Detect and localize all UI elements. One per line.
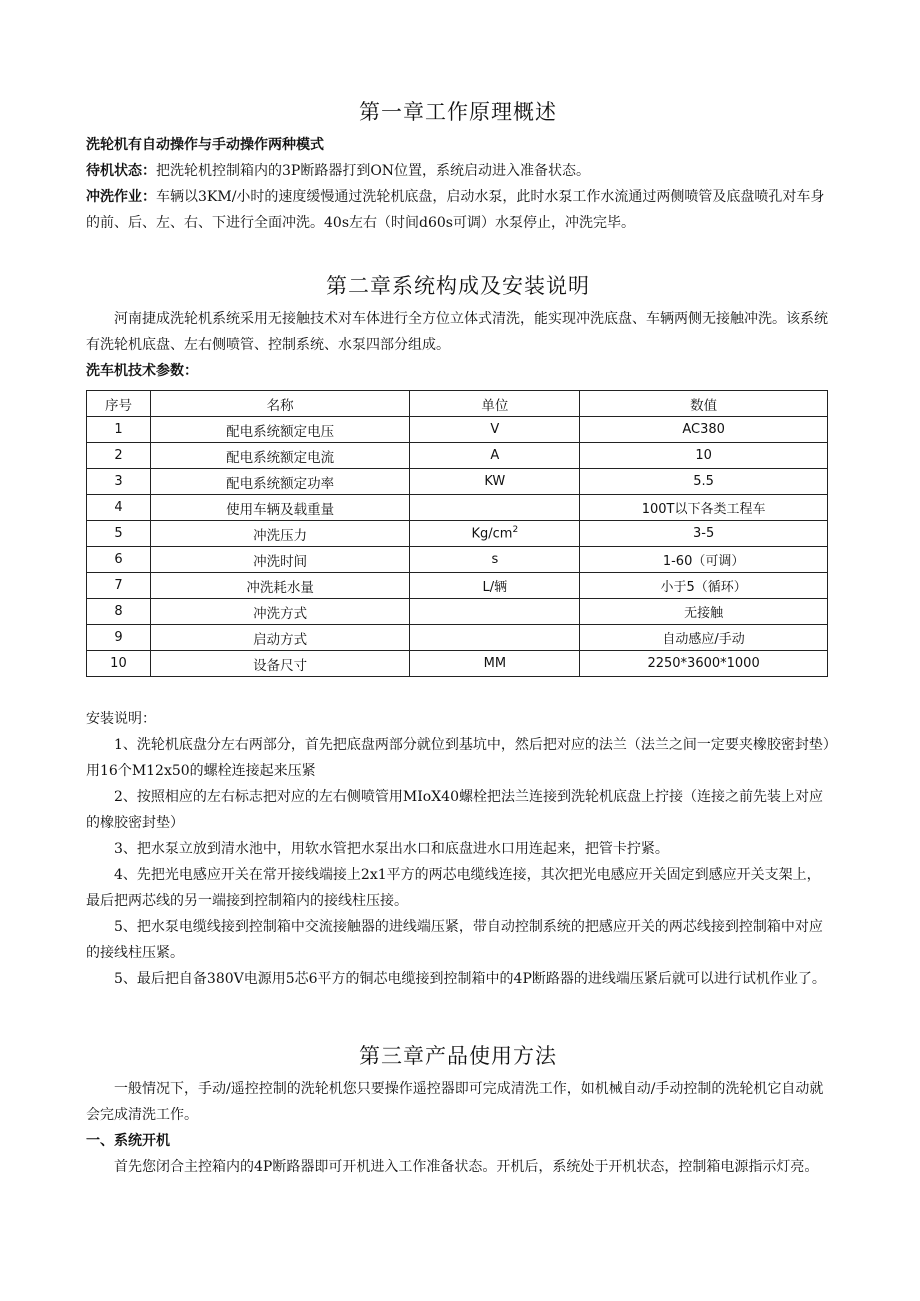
cell-value: 自动感应/手动: [580, 625, 828, 651]
cell-index: 5: [87, 521, 151, 547]
cell-value: 10: [580, 443, 828, 469]
table-row: [87, 495, 828, 521]
cell-unit: [410, 521, 580, 547]
install-step: 5、把水泵电缆线接到控制箱中交流接触器的进线端压紧，带自动控制系统的把感应开关的两芯线接到控制箱中对应的接线柱压紧。: [86, 919, 823, 961]
cell-name: 配电系统额定电压: [150, 417, 410, 443]
table-row: [87, 599, 828, 625]
table-row: [87, 469, 828, 495]
install-step: 1、洗轮机底盘分左右两部分，首先把底盘两部分就位到基坑中，然后把对应的法兰（法兰之间一定要夹橡胶密封垫）用16个M12x50的螺栓连接起来压紧: [86, 737, 830, 779]
wash-label: 冲洗作业：: [86, 189, 156, 205]
cell-index: 6: [87, 547, 151, 573]
header-cell: 名称: [150, 391, 410, 417]
modes-line: 洗轮机有自动操作与手动操作两种模式: [86, 137, 324, 153]
section1-text: 首先您闭合主控箱内的4P断路器即可开机进入工作准备状态。开机后，系统处于开机状态，控制箱电源指示灯亮。: [114, 1159, 819, 1175]
cell-index: 2: [87, 443, 151, 469]
chapter3-title: 第三章产品使用方法: [359, 1044, 557, 1068]
cell-unit: V: [410, 417, 580, 443]
cell-name: 冲洗压力: [150, 521, 410, 547]
wash-text: 车辆以3KM/小时的速度缓慢通过洗轮机底盘，启动水泵，此时水泵工作水流通过两侧喷管及底盘喷孔对车身的前、后、左、右、下进行全面冲洗。40s左右（时间d60s可调）水泵停止，冲洗完毕。: [86, 189, 825, 231]
cell-name: 启动方式: [150, 625, 410, 651]
cell-index: 3: [87, 469, 151, 495]
chapter2-intro-block: [86, 306, 830, 384]
cell-unit-text: Kg/cm: [471, 526, 513, 542]
params-label: 洗车机技术参数：: [86, 363, 198, 379]
cell-value: 1-60（可调）: [580, 547, 828, 573]
table-row: [87, 625, 828, 651]
table-row: [87, 573, 828, 599]
cell-value: 2250*3600*1000: [580, 651, 828, 677]
table-row: [87, 547, 828, 573]
chapter1-title: 第一章工作原理概述: [359, 100, 557, 124]
cell-unit: [410, 495, 580, 521]
standby-label: 待机状态：: [86, 163, 156, 179]
cell-value: AC380: [580, 417, 828, 443]
cell-name: 使用车辆及载重量: [150, 495, 410, 521]
cell-index: 4: [87, 495, 151, 521]
cell-value: 3-5: [580, 521, 828, 547]
header-cell: 数值: [580, 391, 828, 417]
params-table-wrap: [86, 390, 830, 677]
cell-value: 5.5: [580, 469, 828, 495]
cell-index: 7: [87, 573, 151, 599]
cell-index: 8: [87, 599, 151, 625]
header-cell: 序号: [87, 391, 151, 417]
cell-unit: [410, 599, 580, 625]
cell-unit: L/辆: [410, 573, 580, 599]
superscript-two: 2: [512, 525, 519, 536]
cell-name: 配电系统额定功率: [150, 469, 410, 495]
chapter1-body: [86, 132, 830, 236]
params-table: [86, 390, 828, 677]
table-row: [87, 521, 828, 547]
cell-index: 10: [87, 651, 151, 677]
chapter3-intro: 一般情况下，手动/遥控控制的洗轮机您只要操作遥控器即可完成清洗工作，如机械自动/手动控制的洗轮机它自动就会完成清洗工作。: [86, 1081, 824, 1123]
cell-name: 冲洗时间: [150, 547, 410, 573]
cell-unit: A: [410, 443, 580, 469]
chapter2-intro: 河南捷成洗轮机系统采用无接触技术对车体进行全方位立体式清洗，能实现冲洗底盘、车辆两侧无接触冲洗。该系统有洗轮机底盘、左右侧喷管、控制系统、水泵四部分组成。: [86, 311, 828, 353]
cell-name: 冲洗方式: [150, 599, 410, 625]
cell-value: 100T以下各类工程车: [580, 495, 828, 521]
cell-value: 无接触: [580, 599, 828, 625]
section1-title: 一、系统开机: [86, 1133, 170, 1149]
wash-para: [86, 184, 830, 236]
install-step: 5、最后把自备380V电源用5芯6平方的铜芯电缆接到控制箱中的4P断路器的进线端压紧后就可以进行试机作业了。: [114, 971, 826, 987]
install-step: 2、按照相应的左右标志把对应的左右侧喷管用MIoX40螺栓把法兰连接到洗轮机底盘上拧接（连接之前先装上对应的橡胶密封垫）: [86, 789, 823, 831]
standby-para: [86, 158, 830, 184]
table-row: [87, 443, 828, 469]
install-label: 安装说明：: [86, 711, 156, 727]
table-row: [87, 651, 828, 677]
cell-index: 1: [87, 417, 151, 443]
table-row: [87, 417, 828, 443]
cell-value: 小于5（循环）: [580, 573, 828, 599]
cell-name: 配电系统额定电流: [150, 443, 410, 469]
install-block: [86, 706, 830, 992]
install-step: 3、把水泵立放到清水池中，用软水管把水泵出水口和底盘进水口用连起来，把管卡拧紧。: [114, 841, 669, 857]
header-cell: 单位: [410, 391, 580, 417]
cell-unit: [410, 625, 580, 651]
install-step: 4、先把光电感应开关在常开接线端接上2x1平方的两芯电缆线连接，其次把光电感应开关固定到感应开关支架上，最后把两芯线的另一端接到控制箱内的接线柱压接。: [86, 867, 821, 909]
table-header-row: [87, 391, 828, 417]
chapter3-body: [86, 1076, 830, 1180]
standby-text: 把洗轮机控制箱内的3P断路器打到ON位置，系统启动进入准备状态。: [156, 163, 591, 179]
cell-name: 冲洗耗水量: [150, 573, 410, 599]
cell-unit: KW: [410, 469, 580, 495]
cell-unit: s: [410, 547, 580, 573]
cell-name: 设备尺寸: [150, 651, 410, 677]
cell-unit: MM: [410, 651, 580, 677]
chapter2-title: 第二章系统构成及安装说明: [326, 274, 590, 298]
cell-index: 9: [87, 625, 151, 651]
